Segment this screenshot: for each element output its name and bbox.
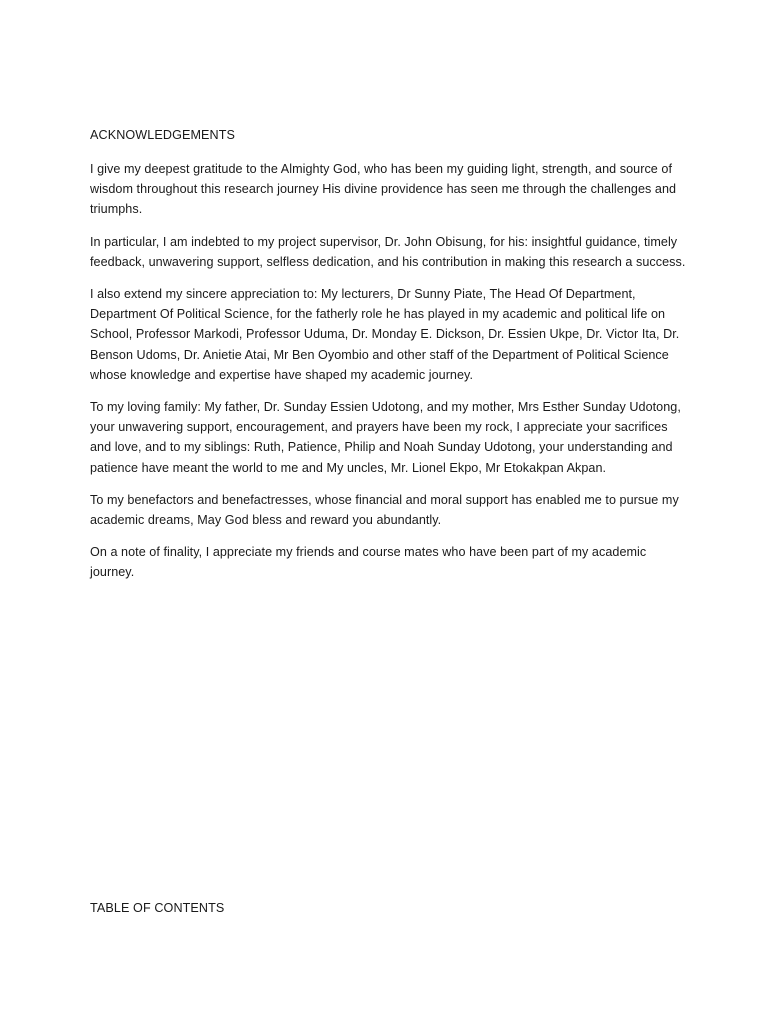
paragraph-lecturers: I also extend my sincere appreciation to: My lecturers, Dr Sunny Piate, The Head Of Department, Department Of Political Science, for the fatherly role he has played in my academic and political life on School, Professor Markodi, Professor Uduma, Dr. Monday E. Dickson, Dr. Essien Ukpe, Dr. Victor Ita, Dr. Benson Udoms, Dr. Anietie Atai, Mr Ben Oyombio and other staff of the Department of Political Science whose knowledge and expertise have shaped my academic journey. bbox=[90, 287, 680, 382]
acknowledgements-section bbox=[90, 126, 690, 595]
paragraph-friends: On a note of finality, I appreciate my friends and course mates who have been part of my academic journey. bbox=[90, 545, 647, 580]
table-of-contents-heading: TABLE OF CONTENTS bbox=[90, 901, 225, 915]
paragraph-benefactors: To my benefactors and benefactresses, whose financial and moral support has enabled me to pursue my academic dreams, May God bless and reward you abundantly. bbox=[90, 492, 679, 528]
paragraph-gratitude-god: I give my deepest gratitude to the Almighty God, who has been my guiding light, strength, and source of wisdom throughout this research journey His divine providence has seen me through the challenges and triumphs. bbox=[90, 162, 677, 217]
paragraph-family: To my loving family: My father, Dr. Sunday Essien Udotong, and my mother, Mrs Esther Sunday Udotong, your unwavering support, encouragement, and prayers have been my rock, I appreciate your sacrifices and love, and to my siblings: Ruth, Patience, Philip and Noah Sunday Udotong, your understanding and patience have meant the world to me and My uncles, Mr. Lionel Ekpo, Mr Etokakpan Akpan. bbox=[90, 400, 681, 475]
paragraph-supervisor: In particular, I am indebted to my project supervisor, Dr. John Obisung, for his: insightful guidance, timely feedback, unwavering support, selfless dedication, and his contribution in making this research a success. bbox=[90, 234, 686, 269]
acknowledgements-heading: ACKNOWLEDGEMENTS bbox=[90, 128, 236, 142]
